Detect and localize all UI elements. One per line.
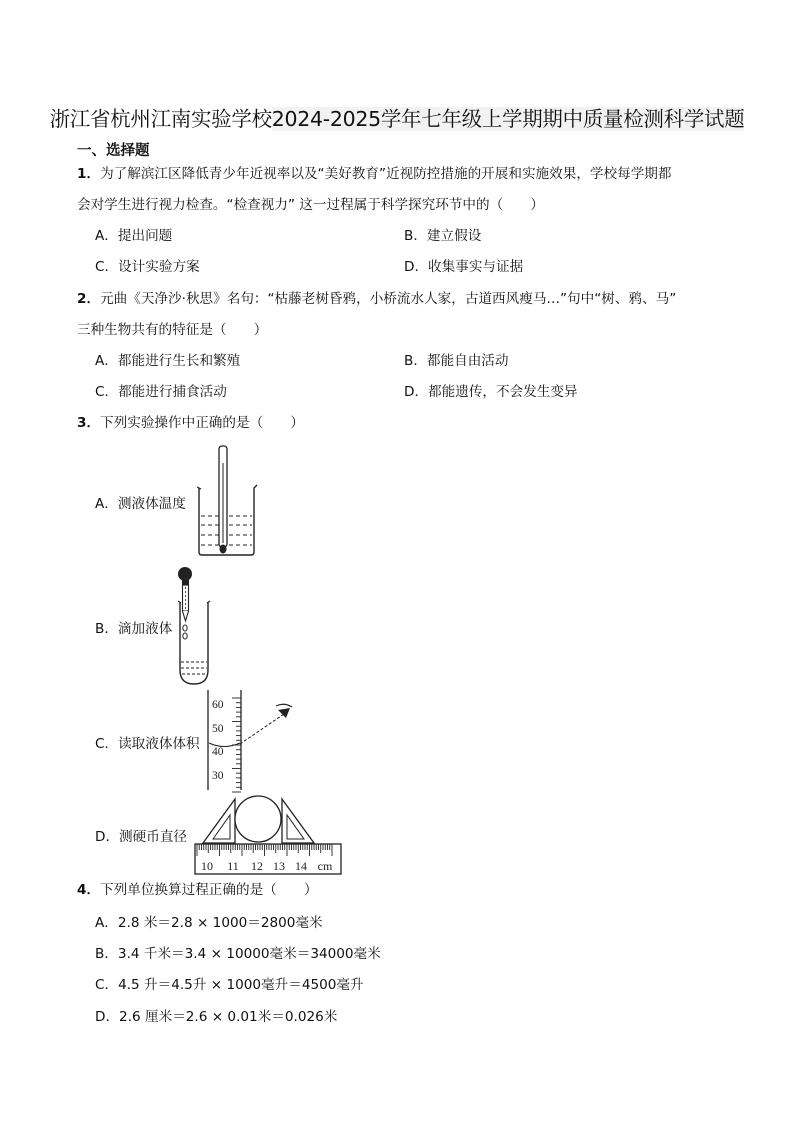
q1-option-c[interactable]: C．设计实验方案 [95, 259, 200, 275]
q1-stem-line2: 会对学生进行视力检查。“检查视力” 这一过程属于科学探究环节中的（ ） [77, 197, 544, 213]
cylinder-tick-60: 60 [212, 699, 224, 711]
dropper-test-tube-figure [172, 565, 222, 690]
q2-number: 2． [77, 291, 101, 307]
page-title [0, 102, 794, 132]
q2-option-c[interactable]: C．都能进行捕食活动 [95, 384, 227, 400]
q1-option-a[interactable]: A．提出问题 [95, 228, 173, 244]
title-school: 浙江省杭州江南实验学校 [49, 107, 272, 131]
q4-option-a[interactable]: A．2.8 米＝2.8 × 1000＝2800毫米 [95, 915, 323, 931]
q3-option-a[interactable]: A．测液体温度 [95, 496, 186, 512]
title-exam: 2024-2025学年七年级上学期期中质量检测科学试题 [271, 107, 745, 131]
thermometer-beaker-figure [195, 443, 265, 558]
cylinder-tick-30: 30 [212, 770, 224, 782]
q1-number: 1． [77, 166, 101, 182]
q1-option-d[interactable]: D．收集事实与证据 [404, 259, 524, 275]
q4-stem: 4．下列单位换算过程正确的是（ ） [77, 882, 318, 898]
q3-option-b[interactable]: B．滴加液体 [95, 621, 173, 637]
q4-number: 4． [77, 882, 101, 898]
q1-option-b[interactable]: B．建立假设 [404, 228, 482, 244]
q3-option-d[interactable]: D．测硬币直径 [95, 829, 188, 845]
coin-ruler-figure [193, 792, 343, 877]
ruler-tick-11: 11 [227, 859, 239, 873]
q2-option-b[interactable]: B．都能自由活动 [404, 353, 509, 369]
q4-option-c[interactable]: C．4.5 升＝4.5升 × 1000毫升＝4500毫升 [95, 977, 364, 993]
cylinder-tick-50: 50 [212, 723, 224, 735]
q3-option-c[interactable]: C．读取液体体积 [95, 736, 200, 752]
section-heading: 一、选择题 [77, 143, 150, 159]
ruler-tick-12: 12 [251, 859, 263, 873]
q2-stem-line1: 2．元曲《天净沙·秋思》名句：“枯藤老树昏鸦，小桥流水人家，古道西风瘦马…”句中“树、鸦、马” [77, 291, 677, 307]
q1-stem-line1: 1．为了解滨江区降低青少年近视率以及“美好教育”近视防控措施的开展和实施效果，学校每学期都 [77, 166, 672, 182]
ruler-tick-13: 13 [273, 859, 285, 873]
eye-icon [276, 704, 292, 718]
graduated-cylinder-figure [206, 690, 301, 795]
ruler-unit: cm [317, 859, 333, 873]
q2-option-d[interactable]: D．都能遗传，不会发生变异 [404, 384, 578, 400]
q3-stem: 3．下列实验操作中正确的是（ ） [77, 415, 304, 431]
cylinder-tick-40: 40 [212, 746, 224, 758]
ruler-tick-10: 10 [201, 859, 213, 873]
q3-number: 3． [77, 415, 101, 431]
q4-option-b[interactable]: B．3.4 千米＝3.4 × 10000毫米＝34000毫米 [95, 946, 381, 962]
q2-stem-line2: 三种生物共有的特征是（ ） [77, 322, 268, 338]
q2-option-a[interactable]: A．都能进行生长和繁殖 [95, 353, 241, 369]
q4-option-d[interactable]: D．2.6 厘米＝2.6 × 0.01米＝0.026米 [95, 1009, 338, 1025]
ruler-tick-14: 14 [295, 859, 307, 873]
